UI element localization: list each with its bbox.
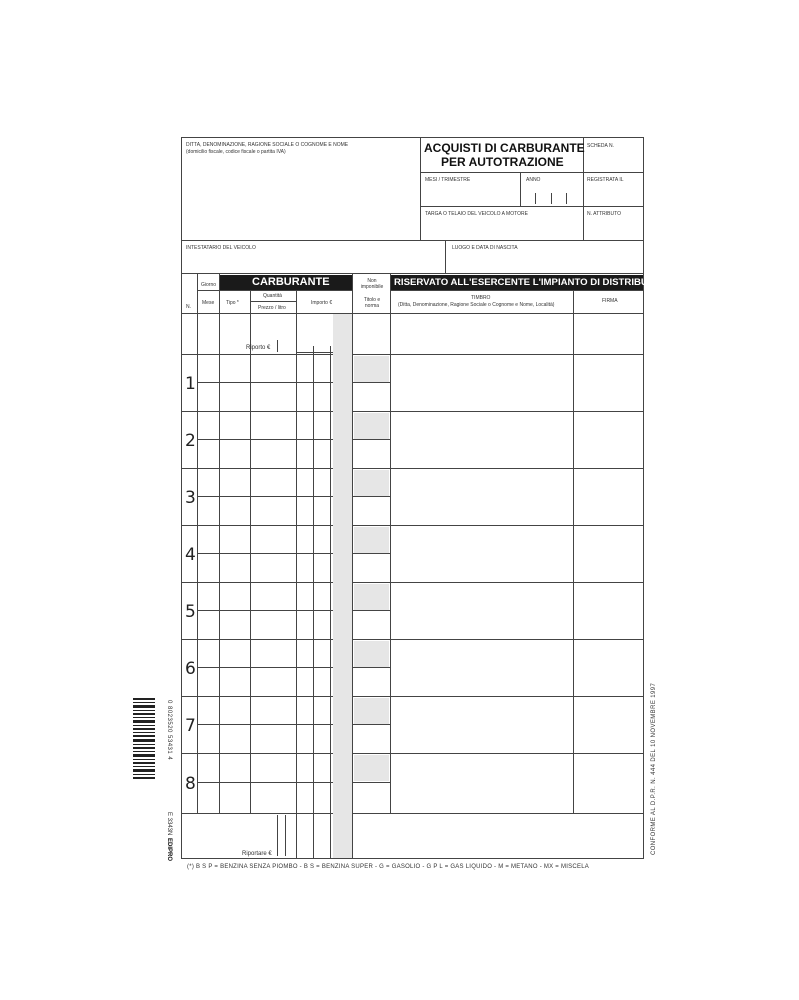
col-timbro: TIMBRO: [471, 295, 491, 301]
row-number: 2: [185, 431, 196, 451]
targa-label: TARGA O TELAIO DEL VEICOLO A MOTORE: [425, 211, 528, 217]
riporto-label: Riporto €: [246, 345, 271, 351]
col-giorno: Giorno: [201, 282, 217, 288]
ditta-sub: (domicilio fiscale, codice fiscale o partita IVA): [186, 149, 286, 155]
registrata-label: REGISTRATA IL: [587, 177, 624, 183]
row-number: 3: [185, 488, 196, 508]
mesi-label: MESI / TRIMESTRE: [425, 177, 471, 183]
row-number: 7: [185, 716, 196, 736]
intestatario-label: INTESTATARIO DEL VEICOLO: [186, 245, 256, 251]
luogo-label: LUOGO E DATA DI NASCITA: [452, 245, 518, 251]
conforme-note: CONFORME AL D.P.R. N. 444 DEL 10 NOVEMBRE 1997: [651, 682, 657, 855]
col-prezzo: Prezzo / litro: [258, 305, 286, 311]
col-quantita: Quantità: [263, 293, 282, 299]
row-number: 6: [185, 659, 196, 679]
col-mese: Mese: [202, 300, 215, 306]
col-n: N.: [186, 304, 191, 310]
row-number: 4: [185, 545, 196, 565]
form-title-line1: ACQUISTI DI CARBURANTE: [424, 141, 585, 155]
carburante-header: CARBURANTE: [252, 276, 330, 288]
row-number: 8: [185, 774, 196, 794]
fuel-legend: (*) B S P = BENZINA SENZA PIOMBO - B S = BENZINA SUPER - G = GASOLIO - G P L = GAS LIQUIDO - M = METANO - MX = MISCELA: [187, 864, 590, 870]
col-firma: FIRMA: [602, 298, 618, 304]
form-title-line2: PER AUTOTRAZIONE: [441, 155, 564, 169]
col-non-imponibile: Non imponibile: [360, 278, 384, 290]
row-number: 5: [185, 602, 196, 622]
col-titolo-norma: Titolo e norma: [363, 297, 381, 309]
col-tipo: Tipo *: [226, 300, 239, 306]
row-number: 1: [185, 374, 196, 394]
barcode-digits: 0 8023520 53431 4: [166, 700, 172, 761]
riportare-label: Riportare €: [242, 851, 272, 857]
riservato-header: RISERVATO ALL'ESERCENTE L'IMPIANTO DI DISTRIBUZIONE: [394, 277, 678, 288]
col-importo: Importo €: [311, 300, 333, 306]
ditta-label: DITTA, DENOMINAZIONE, RAGIONE SOCIALE O COGNOME E NOME: [186, 142, 349, 148]
scheda-label: SCHEDA N.: [587, 143, 614, 149]
barcode: [133, 698, 155, 780]
anno-label: ANNO: [526, 177, 541, 183]
brand-logo: EDIPRO: [166, 838, 172, 862]
attributo-label: N. ATTRIBUTO: [587, 211, 621, 217]
product-code: E 3343N: [166, 812, 172, 836]
col-timbro-sub: (Ditta, Denominazione, Ragione Sociale o Cognome e Nome, Località): [398, 302, 555, 308]
